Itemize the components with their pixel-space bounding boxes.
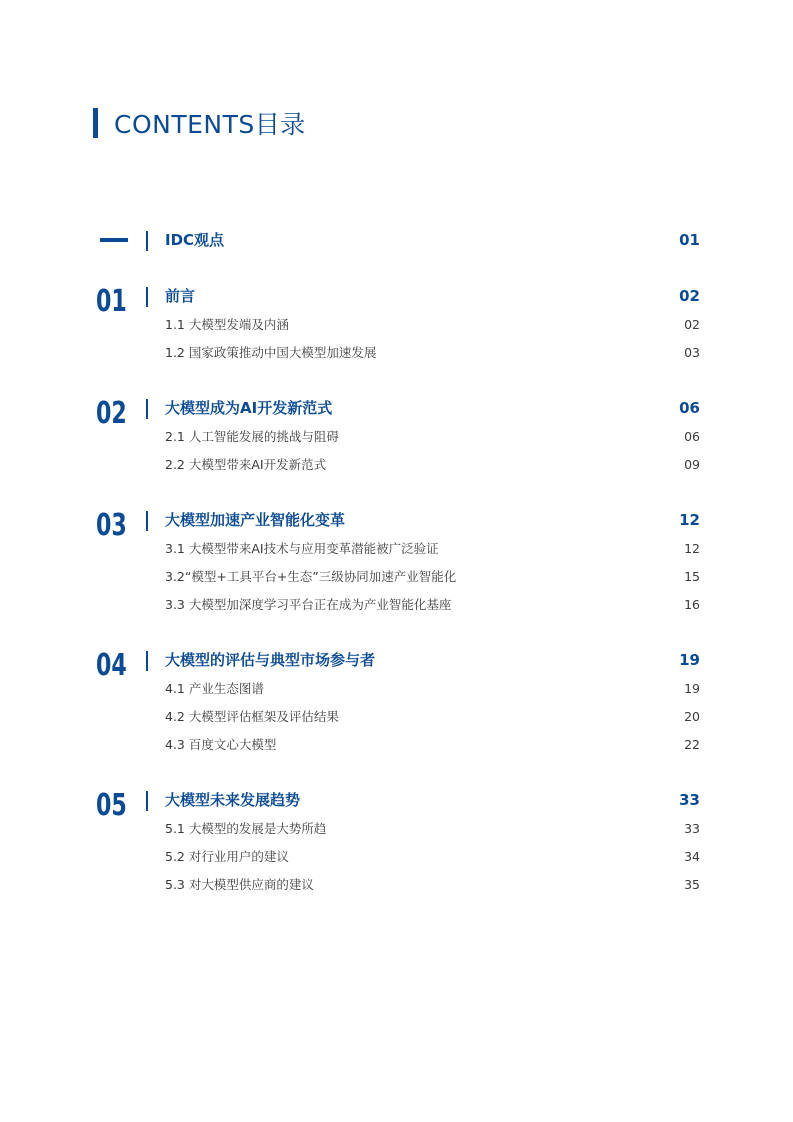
entry-label: 3.3 大模型加深度学习平台正在成为产业智能化基座 [165,597,452,612]
toc-entry[interactable] [165,708,700,726]
section-number: 04 [96,648,127,683]
entry-label: 2.1 人工智能发展的挑战与阻碍 [165,429,339,444]
section-title: 大模型加速产业智能化变革 [165,511,346,529]
entry-label: 4.3 百度文心大模型 [165,737,277,752]
section-title: 大模型成为AI开发新范式 [165,399,333,417]
intro-title: IDC观点 [165,231,225,249]
toc-entry[interactable] [165,820,700,838]
section-page: 02 [679,287,700,305]
toc-entry[interactable] [165,680,700,698]
entry-page: 09 [684,457,700,472]
section-divider [146,511,148,531]
entry-label: 1.2 国家政策推动中国大模型加速发展 [165,345,377,360]
entry-page: 34 [684,849,700,864]
entry-label: 4.2 大模型评估框架及评估结果 [165,709,339,724]
toc-entry[interactable] [165,316,700,334]
entry-page: 15 [684,569,700,584]
entry-page: 16 [684,597,700,612]
section-page: 19 [679,651,700,669]
section-number: 02 [96,396,127,431]
section-number: 03 [96,508,127,543]
entry-page: 33 [684,821,700,836]
contents-heading [93,108,306,138]
entry-label: 4.1 产业生态图谱 [165,681,264,696]
section-number: 05 [96,788,127,823]
toc-entry[interactable] [165,344,700,362]
toc-entry[interactable] [165,456,700,474]
section-number: 01 [96,284,127,319]
toc-entry[interactable] [165,428,700,446]
entry-label: 2.2 大模型带来AI开发新范式 [165,457,327,472]
entry-page: 02 [684,317,700,332]
intro-dash-icon [100,238,128,242]
intro-page: 01 [679,231,700,249]
section-divider [146,287,148,307]
entry-label: 1.1 大模型发端及内涵 [165,317,289,332]
section-divider [146,399,148,419]
entry-label: 3.1 大模型带来AI技术与应用变革潜能被广泛验证 [165,541,439,556]
toc-entry[interactable] [165,568,700,586]
section-divider [146,791,148,811]
entry-page: 12 [684,541,700,556]
entry-label: 5.1 大模型的发展是大势所趋 [165,821,327,836]
heading-accent-bar [93,108,98,138]
toc-entry[interactable] [165,876,700,894]
toc-entry[interactable] [165,596,700,614]
section-page: 12 [679,511,700,529]
intro-divider [146,231,148,251]
entry-page: 20 [684,709,700,724]
entry-page: 06 [684,429,700,444]
section-divider [146,651,148,671]
toc-entry[interactable] [165,848,700,866]
section-page: 33 [679,791,700,809]
entry-page: 22 [684,737,700,752]
entry-page: 35 [684,877,700,892]
entry-label: 5.3 对大模型供应商的建议 [165,877,314,892]
entry-label: 5.2 对行业用户的建议 [165,849,289,864]
toc-entry[interactable] [165,736,700,754]
section-title: 大模型未来发展趋势 [165,791,301,809]
entry-label: 3.2“模型+工具平台+生态”三级协同加速产业智能化 [165,569,457,584]
section-page: 06 [679,399,700,417]
entry-page: 03 [684,345,700,360]
entry-page: 19 [684,681,700,696]
section-title: 前言 [165,287,196,305]
section-title: 大模型的评估与典型市场参与者 [165,651,376,669]
page-title: CONTENTS目录 [114,110,306,139]
toc-entry[interactable] [165,540,700,558]
